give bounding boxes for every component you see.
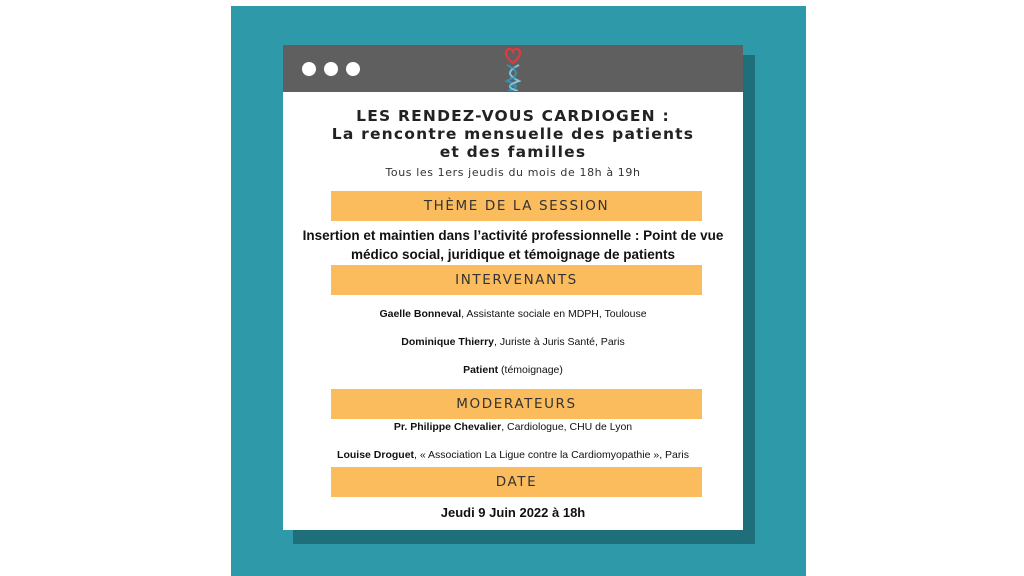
page-title <box>283 107 743 161</box>
theme-header: THÈME DE LA SESSION <box>331 191 702 221</box>
theme-text <box>283 226 743 264</box>
moderator-name: Louise Droguet <box>337 449 415 461</box>
speaker-name: Patient <box>463 364 499 376</box>
speaker-detail: , Juriste à Juris Santé, Paris <box>494 336 625 348</box>
moderator-item <box>283 421 743 433</box>
moderator-detail: , « Association La Ligue contre la Cardiomyopathie », Paris <box>414 449 689 461</box>
speaker-item <box>283 308 743 320</box>
speaker-item <box>283 336 743 348</box>
moderateurs-header: MODERATEURS <box>331 389 702 419</box>
title-line-2: La rencontre mensuelle des patients <box>331 125 695 143</box>
speaker-detail: , Assistante sociale en MDPH, Toulouse <box>461 308 647 320</box>
event-date: Jeudi 9 Juin 2022 à 18h <box>440 505 586 520</box>
title-line-1: LES RENDEZ-VOUS CARDIOGEN : <box>356 107 670 125</box>
window-dot-icon <box>324 62 338 76</box>
speaker-name: Gaelle Bonneval <box>379 308 462 320</box>
intervenants-header: INTERVENANTS <box>331 265 702 295</box>
moderator-item <box>283 449 743 461</box>
speaker-item <box>283 364 743 376</box>
window-dot-icon <box>302 62 316 76</box>
window-dot-icon <box>346 62 360 76</box>
window-titlebar <box>283 45 743 92</box>
heart-dna-icon <box>502 47 524 91</box>
date-header: DATE <box>331 467 702 497</box>
moderator-detail: , Cardiologue, CHU de Lyon <box>501 421 633 433</box>
theme-line-1: Insertion et maintien dans l’activité professionnelle : Point de vue <box>302 228 724 243</box>
schedule-subtitle: Tous les 1ers jeudis du mois de 18h à 19h <box>385 166 641 179</box>
moderator-name: Pr. Philippe Chevalier <box>393 421 502 433</box>
title-line-3: et des familles <box>439 143 587 161</box>
flyer-card <box>283 45 743 530</box>
speaker-detail: (témoignage) <box>498 364 563 376</box>
speaker-name: Dominique Thierry <box>401 336 495 348</box>
theme-line-2: médico social, juridique et témoignage de patients <box>350 247 676 262</box>
